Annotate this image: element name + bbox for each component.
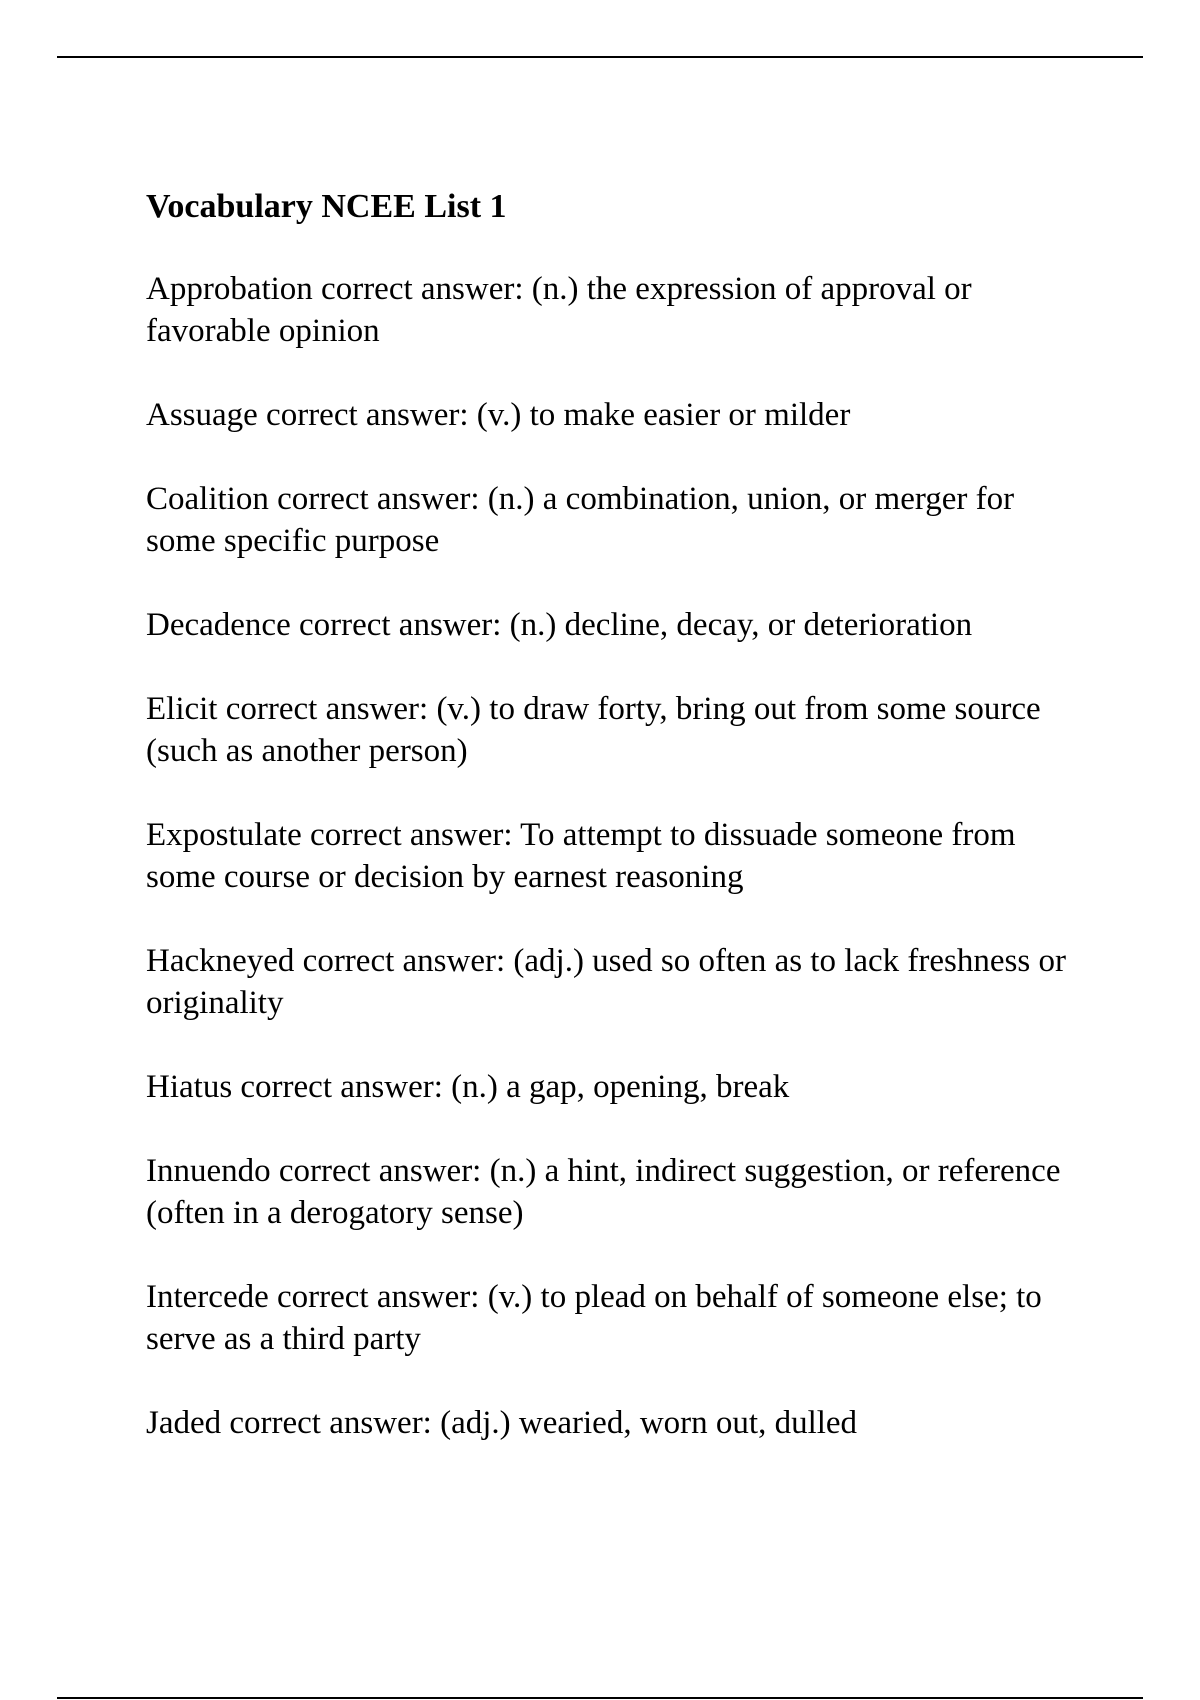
- document-body: [146, 186, 1086, 1486]
- vocab-entry-decadence: Decadence correct answer: (n.) decline, decay, or deterioration: [146, 607, 973, 643]
- vocab-entry-innuendo: Innuendo correct answer: (n.) a hint, indirect suggestion, or reference (often in a derogatory sense): [146, 1153, 1061, 1231]
- vocab-entry-approbation: Approbation correct answer: (n.) the expression of approval or favorable opinion: [146, 271, 972, 349]
- vocab-entry-hackneyed: Hackneyed correct answer: (adj.) used so often as to lack freshness or originality: [146, 943, 1066, 1021]
- top-rule: [57, 56, 1143, 58]
- vocab-entry-intercede: Intercede correct answer: (v.) to plead on behalf of someone else; to serve as a third party: [146, 1279, 1042, 1357]
- vocab-entry-expostulate: Expostulate correct answer: To attempt to dissuade someone from some course or decision by earnest reasoning: [146, 817, 1016, 895]
- vocab-entry-hiatus: Hiatus correct answer: (n.) a gap, opening, break: [146, 1069, 790, 1105]
- vocab-entry-elicit: Elicit correct answer: (v.) to draw forty, bring out from some source (such as another person): [146, 691, 1041, 769]
- bottom-rule: [57, 1697, 1143, 1699]
- vocab-entry-assuage: Assuage correct answer: (v.) to make easier or milder: [146, 397, 851, 433]
- vocab-entry-coalition: Coalition correct answer: (n.) a combination, union, or merger for some specific purpose: [146, 481, 1015, 559]
- vocab-entry-jaded: Jaded correct answer: (adj.) wearied, worn out, dulled: [146, 1405, 858, 1441]
- page-title: Vocabulary NCEE List 1: [146, 188, 507, 225]
